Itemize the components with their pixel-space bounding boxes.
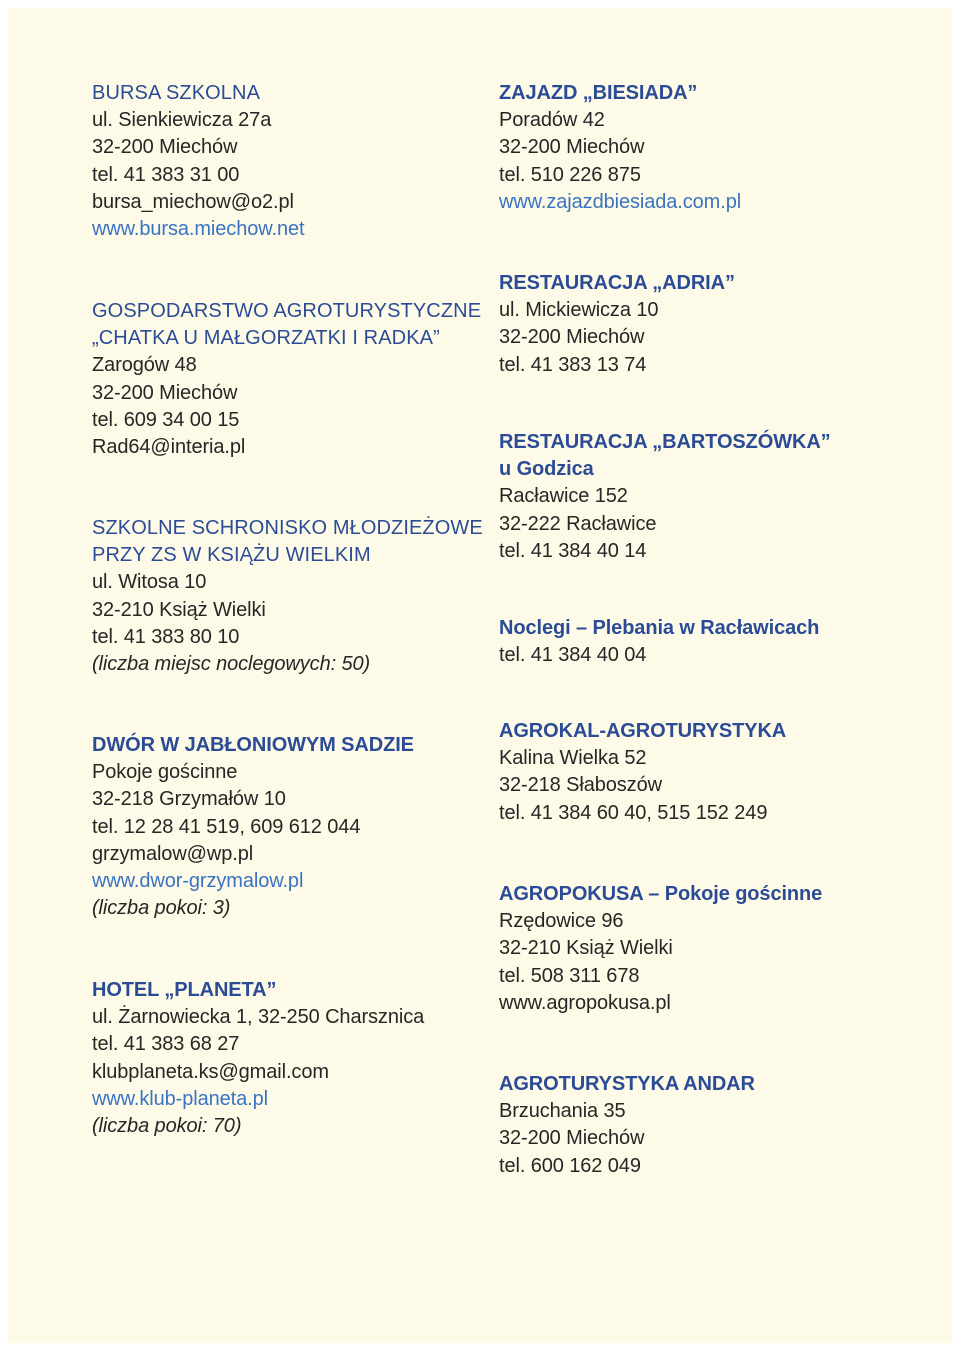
address-city: 32-200 Miechów bbox=[92, 136, 238, 159]
phone: tel. 41 384 40 04 bbox=[499, 644, 647, 667]
address-city: 32-200 Miechów bbox=[499, 1127, 645, 1150]
entry-title: GOSPODARSTWO AGROTURYSTYCZNE bbox=[92, 300, 482, 322]
entry-title: SZKOLNE SCHRONISKO MŁODZIEŻOWE bbox=[92, 517, 483, 539]
address-street: Rzędowice 96 bbox=[499, 910, 624, 933]
capacity-note: (liczba miejsc noclegowych: 50) bbox=[92, 653, 371, 676]
entry-title: AGROTURYSTYKA ANDAR bbox=[499, 1073, 755, 1095]
address-street: ul. Witosa 10 bbox=[92, 571, 207, 594]
entry-title-cont: PRZY ZS W KSIĄŻU WIELKIM bbox=[92, 544, 371, 567]
address-street: Poradów 42 bbox=[499, 109, 605, 132]
entry-restauracja-bartoszowka bbox=[499, 429, 831, 565]
entry-plebania bbox=[499, 615, 819, 669]
entry-title: DWÓR W JABŁONIOWYM SADZIE bbox=[92, 734, 414, 756]
address-street: ul. Mickiewicza 10 bbox=[499, 299, 659, 322]
address-city: 32-222 Racławice bbox=[499, 512, 657, 535]
entry-title: AGROPOKUSA – Pokoje gościnne bbox=[499, 883, 823, 905]
entry-schronisko bbox=[92, 515, 483, 678]
phone: tel. 41 383 80 10 bbox=[92, 625, 240, 648]
phone: tel. 609 34 00 15 bbox=[92, 408, 240, 431]
email-link[interactable]: Rad64@interia.pl bbox=[92, 436, 246, 459]
website-link[interactable]: www.agropokusa.pl bbox=[499, 991, 671, 1014]
entry-title: HOTEL „PLANETA” bbox=[92, 979, 277, 1001]
address-city: 32-200 Miechów bbox=[499, 136, 645, 159]
address-street: Zarogów 48 bbox=[92, 354, 197, 377]
address-city: 32-210 Książ Wielki bbox=[499, 937, 673, 960]
email-link[interactable]: klubplaneta.ks@gmail.com bbox=[92, 1060, 329, 1083]
phone: tel. 41 384 40 14 bbox=[499, 539, 647, 562]
address-city: 32-218 Grzymałów 10 bbox=[92, 788, 286, 811]
website-link[interactable]: www.dwor-grzymalow.pl bbox=[92, 870, 304, 893]
address-street: Kalina Wielka 52 bbox=[499, 747, 647, 770]
entry-bursa-szkolna bbox=[92, 80, 304, 243]
entry-title: ZAJAZD „BIESIADA” bbox=[499, 82, 698, 104]
phone: tel. 510 226 875 bbox=[499, 163, 641, 186]
capacity-note: (liczba pokoi: 3) bbox=[92, 897, 231, 920]
phone: tel. 41 383 68 27 bbox=[92, 1033, 240, 1056]
entry-title: RESTAURACJA „BARTOSZÓWKA” bbox=[499, 431, 831, 453]
entry-agroturystyka-andar bbox=[499, 1071, 755, 1180]
entry-zajazd-biesiada bbox=[499, 80, 741, 216]
entry-agrokal bbox=[499, 718, 786, 827]
description: Pokoje gościnne bbox=[92, 761, 238, 784]
phone: tel. 508 311 678 bbox=[499, 964, 640, 987]
email-link[interactable]: grzymalow@wp.pl bbox=[92, 842, 254, 865]
entry-agropokusa bbox=[499, 881, 822, 1017]
entry-chatka bbox=[92, 298, 481, 461]
website-link[interactable]: www.bursa.miechow.net bbox=[92, 218, 305, 241]
phone: tel. 600 162 049 bbox=[499, 1154, 641, 1177]
entry-title-cont: „CHATKA U MAŁGORZATKI I RADKA” bbox=[92, 327, 440, 350]
entry-title: AGROKAL-AGROTURYSTYKA bbox=[499, 720, 787, 742]
address-street: ul. Sienkiewicza 27a bbox=[92, 109, 272, 132]
address-street: Racławice 152 bbox=[499, 485, 628, 508]
phone: tel. 41 383 31 00 bbox=[92, 163, 240, 186]
entry-restauracja-adria bbox=[499, 270, 735, 379]
website-link[interactable]: www.klub-planeta.pl bbox=[92, 1087, 268, 1110]
capacity-note: (liczba pokoi: 70) bbox=[92, 1115, 242, 1138]
entry-hotel-planeta bbox=[92, 977, 424, 1140]
address-city: 32-218 Słaboszów bbox=[499, 774, 662, 797]
address-street: ul. Żarnowiecka 1, 32-250 Charsznica bbox=[92, 1006, 425, 1029]
page bbox=[8, 8, 952, 1343]
entry-dwor bbox=[92, 732, 414, 922]
email-link[interactable]: bursa_miechow@o2.pl bbox=[92, 190, 294, 213]
website-link[interactable]: www.zajazdbiesiada.com.pl bbox=[499, 190, 742, 213]
entry-title: RESTAURACJA „ADRIA” bbox=[499, 272, 735, 294]
phone: tel. 41 384 60 40, 515 152 249 bbox=[499, 801, 768, 824]
phone: tel. 12 28 41 519, 609 612 044 bbox=[92, 815, 361, 838]
address-street: Brzuchania 35 bbox=[499, 1100, 626, 1123]
address-city: 32-210 Książ Wielki bbox=[92, 598, 266, 621]
entry-title: Noclegi – Plebania w Racławicach bbox=[499, 617, 820, 639]
phone: tel. 41 383 13 74 bbox=[499, 353, 647, 376]
address-city: 32-200 Miechów bbox=[499, 326, 645, 349]
address-city: 32-200 Miechów bbox=[92, 381, 238, 404]
entry-title-cont: u Godzica bbox=[499, 458, 594, 481]
entry-title: BURSA SZKOLNA bbox=[92, 82, 261, 104]
